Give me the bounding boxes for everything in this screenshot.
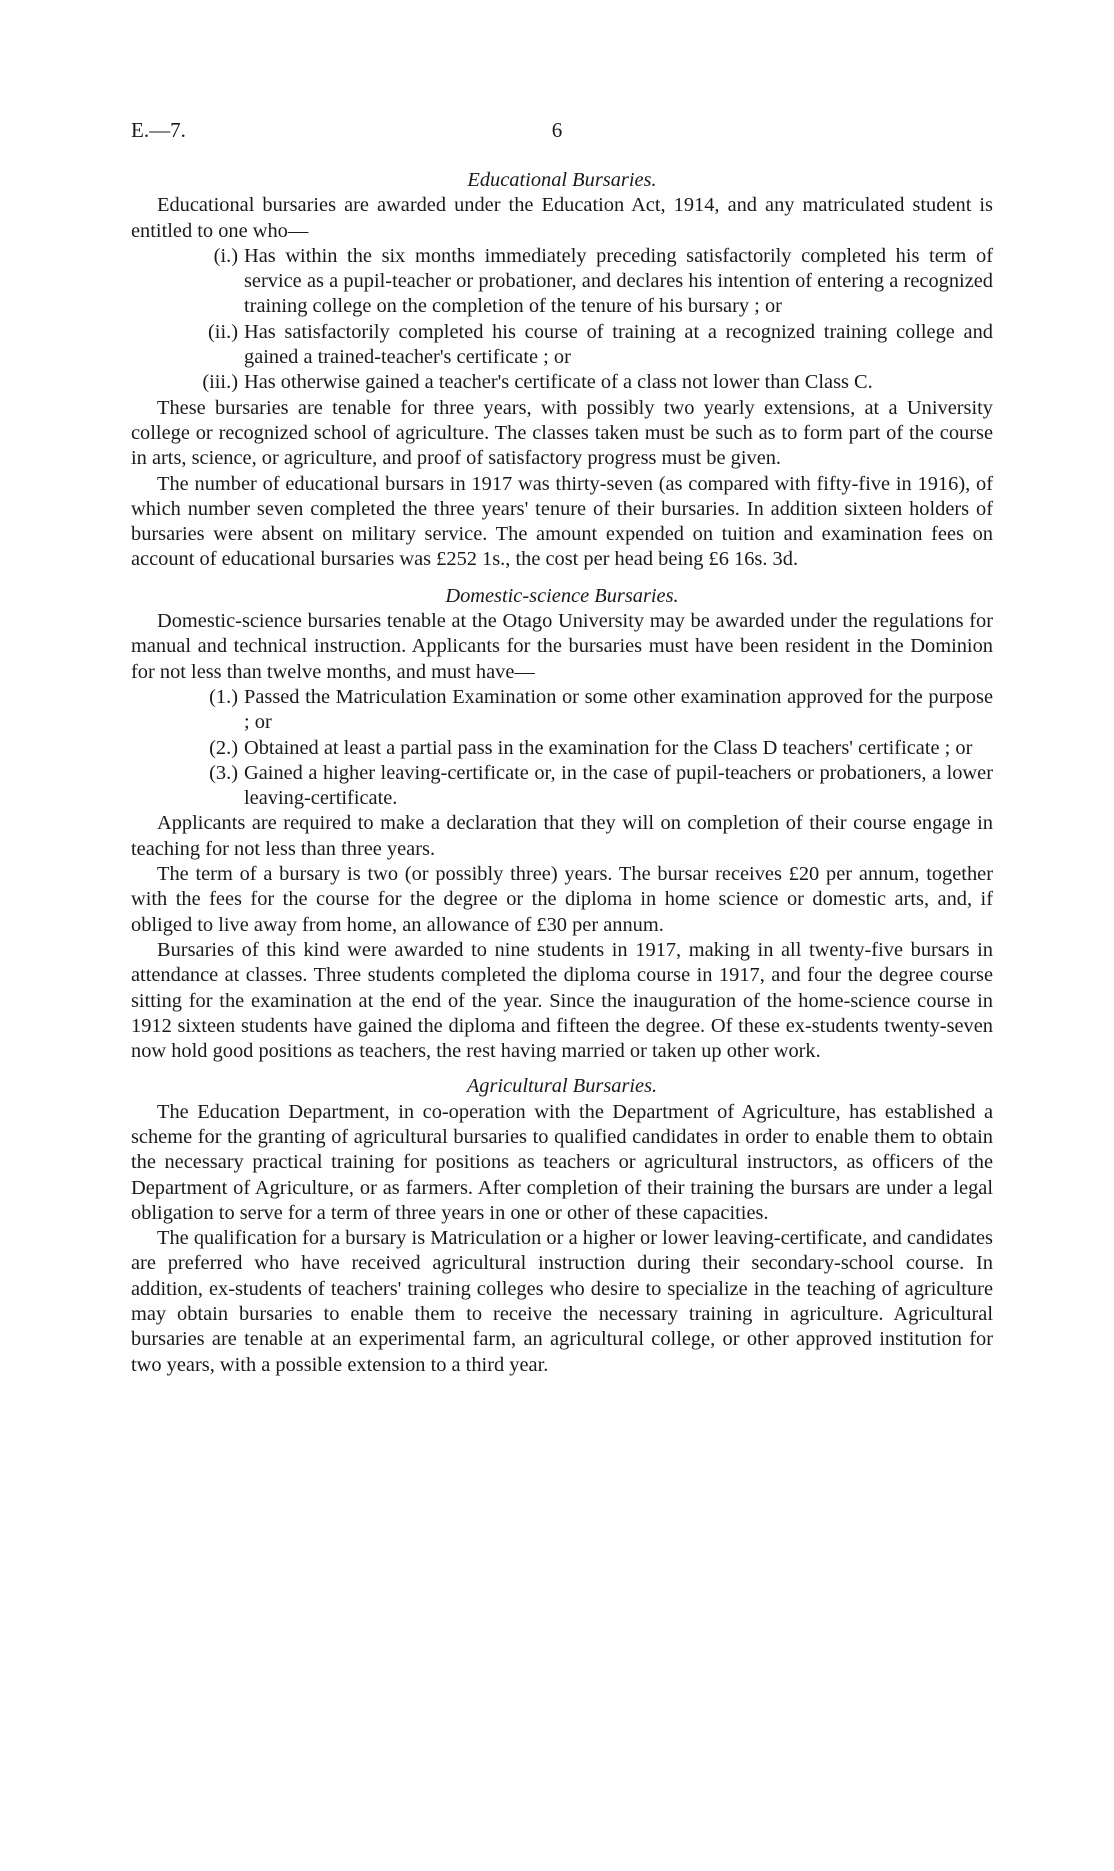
qualification-list bbox=[131, 244, 993, 396]
paragraph: The Education Department, in co-operation with the Department of Agriculture, has established a scheme for the granting of agricultural bursaries to qualified candidates in order to enable them to obtain the necessary practical training for positions as teachers or agricultural instructors, as officers of the Department of Agriculture, or as farmers. After completion of their training the bursars are under a legal obligation to serve for a term of three years in one or other of these capacities. bbox=[131, 1100, 993, 1224]
qualification-list bbox=[131, 685, 993, 811]
list-item bbox=[131, 320, 993, 371]
section-intro: Domestic-science bursaries tenable at the Otago University may be awarded under the regulations for manual and technical instruction. Applicants for the bursaries must have been resident in the Dominion for not less than twelve months, and must have— bbox=[131, 610, 993, 683]
list-item-number: (iii.) bbox=[202, 371, 238, 394]
list-item-number: (2.) bbox=[209, 736, 238, 759]
list-item bbox=[131, 244, 993, 320]
list-item-text: Has otherwise gained a teacher's certificate of a class not lower than Class C. bbox=[244, 371, 873, 394]
section-intro: Educational bursaries are awarded under the Education Act, 1914, and any matriculated student is entitled to one who— bbox=[131, 194, 993, 242]
list-item bbox=[131, 370, 993, 395]
list-item bbox=[131, 685, 993, 736]
list-item-text: Passed the Matriculation Examination or some other examination approved for the purpose ; or bbox=[244, 685, 993, 734]
paragraph: These bursaries are tenable for three years, with possibly two yearly extensions, at a University college or recognized school of agriculture. The classes taken must be such as to form part of the course in arts, science, or agriculture, and proof of satisfactory progress must be given. bbox=[131, 396, 993, 470]
list-item-text: Gained a higher leaving-certificate or, in the case of pupil-teachers or probationers, a lower leaving-certificate. bbox=[244, 761, 993, 810]
section-heading-domestic-science-bursaries: Domestic-science Bursaries. bbox=[445, 584, 679, 607]
section-heading-educational-bursaries: Educational Bursaries. bbox=[467, 169, 657, 191]
page-number: 6 bbox=[551, 118, 563, 142]
document-body bbox=[131, 168, 993, 1378]
paragraph: Bursaries of this kind were awarded to nine students in 1917, making in all twenty-five bursars in attendance at classes. Three students completed the diploma course in 1917, and four the degree course sitting for the examination at the end of the year. Since the inauguration of the home-science course in 1912 sixteen students have gained the diploma and fifteen the degree. Of these ex-students twenty-seven now hold good positions as teachers, the rest having married or taken up other work. bbox=[131, 938, 993, 1063]
page-header bbox=[131, 118, 983, 148]
paragraph: The qualification for a bursary is Matriculation or a higher or lower leaving-certificate, and candidates are preferred who have received agricultural instruction during their secondary-school course. In addition, ex-students of teachers' training colleges who desire to specialize in the teaching of agriculture may obtain bursaries to enable them to receive the necessary training in agriculture. Agricultural bursaries are tenable at an experimental farm, an agricultural college, or other approved institution for two years, with a possible extension to a third year. bbox=[131, 1227, 993, 1376]
list-item bbox=[131, 761, 993, 812]
paragraph: Applicants are required to make a declaration that they will on completion of their course engage in teaching for not less than three years. bbox=[131, 812, 993, 860]
list-item bbox=[131, 736, 993, 761]
list-item-text: Obtained at least a partial pass in the examination for the Class D teachers' certificate ; or bbox=[244, 736, 973, 759]
paragraph: The term of a bursary is two (or possibly three) years. The bursar receives £20 per annum, together with the fees for the course for the degree or the diploma in home science or domestic arts, and, if obliged to live away from home, an allowance of £30 per annum. bbox=[131, 863, 993, 936]
list-item-number: (3.) bbox=[209, 761, 238, 784]
section-heading-agricultural-bursaries: Agricultural Bursaries. bbox=[466, 1075, 658, 1098]
list-item-text: Has within the six months immediately preceding satisfactorily completed his term of service as a pupil-teacher or probationer, and declares his intention of entering a recognized training college on the completion of the tenure of his bursary ; or bbox=[244, 244, 993, 318]
list-item-number: (ii.) bbox=[207, 320, 238, 343]
list-item-number: (1.) bbox=[209, 685, 238, 708]
list-item-number: (i.) bbox=[213, 244, 238, 267]
list-item-text: Has satisfactorily completed his course of training at a recognized training college and gained a trained-teacher's certificate ; or bbox=[244, 320, 993, 369]
paragraph: The number of educational bursars in 1917 was thirty-seven (as compared with fifty-five in 1916), of which number seven completed the three years' tenure of their bursaries. In addition sixteen holders of bursaries were absent on military service. The amount expended on tuition and examination fees on account of educational bursaries was £252 1s., the cost per head being £6 16s. 3d. bbox=[131, 472, 993, 571]
document-reference: E.—7. bbox=[131, 118, 186, 142]
